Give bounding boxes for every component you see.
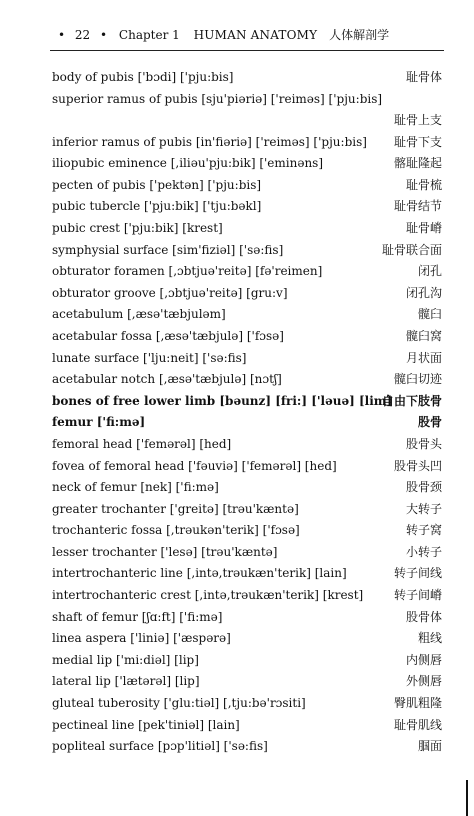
entry-translation: 髋臼窝 — [405, 328, 442, 343]
entry-translation: 耻骨肌线 — [393, 717, 442, 732]
entry-translation: 耻骨体 — [405, 70, 442, 84]
entry-translation: 转子间嵴 — [393, 588, 442, 603]
entry-term: obturator groove [,ɔbtjuə'reitə] [gru:v] — [52, 285, 288, 300]
entry-translation: 耻骨嵴 — [405, 220, 442, 235]
glossary-entry — [52, 218, 442, 240]
entry-translation: 闭孔沟 — [405, 285, 442, 300]
glossary-entry — [52, 89, 442, 132]
entry-translation: 耻骨上支 — [393, 113, 442, 128]
entry-term: acetabular notch [,æsə'tæbjulə] [nɔtʃ] — [52, 372, 282, 387]
entry-translation: 外侧唇 — [405, 674, 442, 689]
entry-translation: 月状面 — [405, 350, 442, 365]
entry-translation: 股骨头凹 — [393, 458, 442, 473]
entry-term: popliteal surface [pɔp'litiəl] ['sə:fis] — [52, 739, 268, 754]
entry-translation: 耻骨下支 — [393, 134, 442, 149]
entry-translation: 臀肌粗隆 — [393, 696, 442, 711]
glossary-entry — [52, 132, 442, 154]
entry-translation: 大转子 — [405, 501, 442, 516]
entry-term: lateral lip ['lætərəl] [lip] — [52, 674, 200, 689]
entry-translation: 自由下肢骨 — [381, 393, 442, 408]
entry-term: pubic tubercle ['pju:bik] ['tju:bəkl] — [52, 199, 262, 214]
glossary-entry — [52, 369, 442, 391]
entry-term: fovea of femoral head ['fəuviə] ['femərəl] [hed] — [52, 458, 337, 473]
entry-term: greater trochanter ['greitə] [trəu'kæntə] — [52, 501, 299, 516]
entry-translation: 转子间线 — [393, 566, 442, 581]
glossary-entry — [52, 693, 442, 715]
entry-translation: 髂耻隆起 — [393, 156, 442, 171]
glossary-entry — [52, 326, 442, 348]
glossary-entry — [52, 67, 442, 89]
glossary-entry — [52, 628, 442, 650]
chapter-title: HUMAN ANATOMY — [193, 28, 318, 42]
glossary-entry — [52, 434, 442, 456]
glossary-entry — [52, 153, 442, 175]
entry-translation: 小转子 — [405, 544, 442, 559]
entry-translation: 闭孔 — [417, 264, 442, 279]
glossary-entry — [52, 477, 442, 499]
header-rule — [50, 50, 444, 51]
glossary-entry — [52, 499, 442, 521]
entry-term: inferior ramus of pubis [in'fiəriə] ['reiməs] ['pju:bis] — [52, 134, 367, 149]
entry-term: gluteal tuberosity ['glu:tiəl] [,tju:bə'rɔsiti] — [52, 696, 306, 711]
entry-translation: 耻骨梳 — [405, 177, 442, 192]
entry-translation: 耻骨联合面 — [381, 242, 442, 257]
entry-translation: 髋臼切迹 — [393, 372, 442, 387]
header-bullet-left: • — [58, 28, 66, 42]
entry-term: neck of femur [nek] ['fi:mə] — [52, 480, 219, 495]
entry-term: intertrochanteric line [,intə,trəukæn'terik] [lain] — [52, 566, 347, 581]
entry-translation: 耻骨结节 — [393, 199, 442, 214]
entry-term: shaft of femur [ʃɑ:ft] ['fi:mə] — [52, 609, 223, 624]
entry-term: bones of free lower limb [bəunz] [fri:] ['ləuə] [lim] — [52, 393, 393, 408]
glossary-entry — [52, 175, 442, 197]
glossary-entry — [52, 671, 442, 693]
glossary-entry — [52, 585, 442, 607]
page-edge-mark — [466, 780, 468, 816]
header-bullet-right: • — [100, 28, 108, 42]
glossary-section-heading — [52, 391, 442, 413]
entry-translation: 髋臼 — [417, 307, 442, 322]
entry-term: lunate surface ['lju:neit] ['sə:fis] — [52, 350, 247, 365]
entry-term: acetabular fossa [,æsə'tæbjulə] ['fɔsə] — [52, 328, 284, 343]
page-number: 22 — [74, 28, 91, 42]
chapter-title-chinese: 人体解剖学 — [329, 28, 390, 42]
glossary-entry — [52, 283, 442, 305]
entry-term: superior ramus of pubis [sju'piəriə] ['reiməs] ['pju:bis] — [52, 91, 383, 106]
glossary-entry — [52, 736, 442, 758]
entry-term: acetabulum [,æsə'tæbjuləm] — [52, 307, 226, 322]
glossary-entry — [52, 542, 442, 564]
entry-term: femur ['fi:mə] — [52, 415, 146, 430]
entry-term: pectineal line [pek'tiniəl] [lain] — [52, 717, 240, 732]
entry-term: intertrochanteric crest [,intə,trəukæn'terik] [krest] — [52, 588, 364, 603]
glossary-entry — [52, 650, 442, 672]
glossary-entry — [52, 304, 442, 326]
running-header — [58, 26, 448, 48]
entry-term: body of pubis ['bɔdi] ['pju:bis] — [52, 70, 234, 84]
chapter-label: Chapter 1 — [118, 28, 180, 42]
entry-translation: 股骨体 — [405, 609, 442, 624]
glossary-entry — [52, 607, 442, 629]
glossary-section-heading — [52, 412, 442, 434]
entry-translation: 股骨头 — [405, 436, 442, 451]
glossary-entry — [52, 196, 442, 218]
entry-term: lesser trochanter ['lesə] [trəu'kæntə] — [52, 544, 278, 559]
entry-translation: 股骨 — [417, 415, 442, 430]
entry-translation: 转子窝 — [405, 523, 442, 538]
glossary-entry — [52, 520, 442, 542]
entry-translation: 腘面 — [417, 739, 442, 754]
entry-term: pecten of pubis ['pektən] ['pju:bis] — [52, 177, 262, 192]
glossary-entry — [52, 348, 442, 370]
entry-translation: 粗线 — [417, 631, 442, 646]
entry-term: femoral head ['femərəl] [hed] — [52, 436, 232, 451]
glossary-entry — [52, 715, 442, 737]
entry-term: medial lip ['mi:diəl] [lip] — [52, 652, 199, 667]
entry-translation: 内侧唇 — [405, 652, 442, 667]
entry-term: obturator foramen [,ɔbtjuə'reitə] [fə'reimen] — [52, 264, 323, 279]
entry-term: iliopubic eminence [,iliəu'pju:bik] ['eminəns] — [52, 156, 324, 171]
glossary-entry — [52, 261, 442, 283]
glossary-entry — [52, 563, 442, 585]
entry-term: symphysial surface [sim'fiziəl] ['sə:fis] — [52, 242, 284, 257]
entry-translation: 股骨颈 — [405, 480, 442, 495]
entry-term: linea aspera ['liniə] ['æspərə] — [52, 631, 231, 646]
glossary-entry — [52, 456, 442, 478]
entry-term: pubic crest ['pju:bik] [krest] — [52, 220, 223, 235]
glossary-entry — [52, 240, 442, 262]
glossary-list — [52, 67, 442, 758]
entry-term: trochanteric fossa [,trəukən'terik] ['fɔsə] — [52, 523, 300, 538]
